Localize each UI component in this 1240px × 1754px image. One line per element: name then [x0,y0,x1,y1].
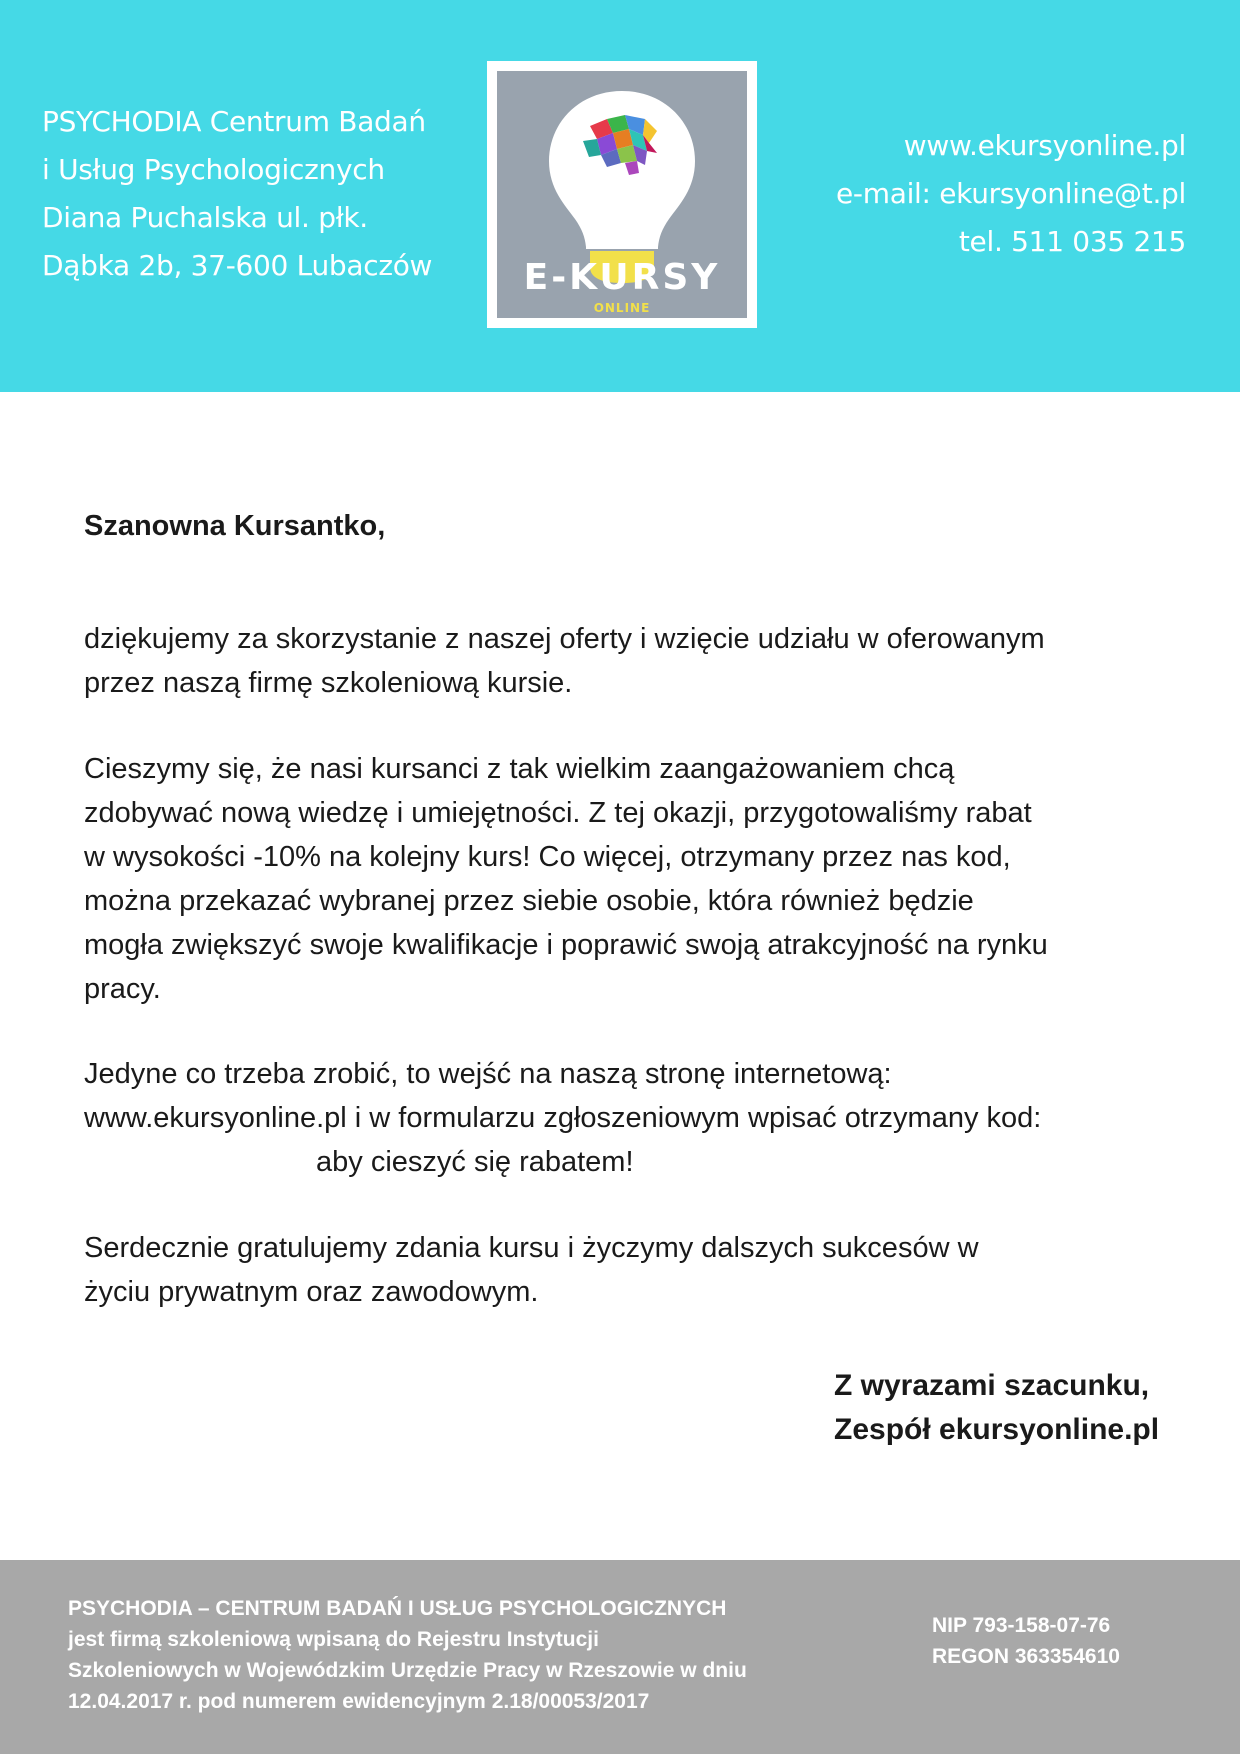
text-line: w wysokości -10% na kolejny kurs! Co więcej, otrzymany przez nas kod, [84,841,1011,873]
footer-line: PSYCHODIA – CENTRUM BADAŃ I USŁUG PSYCHOLOGICZNYCH [68,1597,727,1620]
text-line: życiu prywatnym oraz zawodowym. [84,1276,539,1308]
address-line: PSYCHODIA Centrum Badań [42,105,426,138]
tax-ids [932,1610,1120,1672]
footer-line: 12.04.2017 r. pod numerem ewidencyjnym 2.18/00053/2017 [68,1690,650,1713]
contact-info [766,122,1186,266]
text-line: przez naszą firmę szkoleniową kursie. [84,667,573,699]
regon-number: REGON 363354610 [932,1645,1120,1668]
registration-info [68,1593,747,1717]
logo-subtitle: ONLINE [593,301,651,315]
greeting: Szanowna Kursantko, [84,510,386,542]
text-line: Cieszymy się, że nasi kursanci z tak wielkim zaangażowaniem chcą [84,753,955,785]
address-line: Diana Puchalska ul. płk. [42,201,368,234]
signature-block [834,1364,1159,1452]
paragraph-thanks [84,617,1174,705]
footer-line: jest firmą szkoleniową wpisaną do Rejestru Instytucji [68,1628,599,1651]
company-address [42,98,472,290]
text-line: Serdecznie gratulujemy zdania kursu i życzymy dalszych sukcesów w [84,1232,979,1264]
footer-line: Szkoleniowych w Wojewódzkim Urzędzie Pracy w Rzeszowie w dniu [68,1659,747,1682]
redacted-code [84,1148,316,1178]
logo [487,61,757,328]
footer-banner [0,1560,1240,1754]
website-link[interactable]: www.ekursyonline.pl [903,129,1186,162]
text-fragment: aby cieszyć się rabatem! [316,1146,634,1178]
text-line-with-code [84,1140,1174,1184]
text-line: mogła zwiększyć swoje kwalifikacje i poprawić swoją atrakcyjność na rynku [84,929,1048,961]
text-line: Jedyne co trzeba zrobić, to wejść na naszą stronę internetową: [84,1058,892,1090]
logo-wordmark: E-KURSY [523,257,721,298]
text-line: dziękujemy za skorzystanie z naszej oferty i wzięcie udziału w oferowanym [84,623,1045,655]
address-line: i Usług Psychologicznych [42,153,385,186]
header-banner [0,0,1240,392]
address-line: Dąbka 2b, 37-600 Lubaczów [42,249,433,282]
text-line: można przekazać wybranej przez siebie osobie, która również będzie [84,885,974,917]
paragraph-instructions [84,1052,1174,1184]
paragraph-congratulations [84,1226,1174,1314]
signature-line: Zespół ekursyonline.pl [834,1413,1160,1446]
email-link[interactable]: e-mail: ekursyonline@t.pl [836,177,1186,210]
logo-panel [497,71,747,318]
closing-line: Z wyrazami szacunku, [834,1369,1150,1402]
text-line: pracy. [84,973,161,1005]
text-line: zdobywać nową wiedzę i umiejętności. Z tej okazji, przygotowaliśmy rabat [84,797,1032,829]
paragraph-discount [84,747,1174,1011]
nip-number: NIP 793-158-07-76 [932,1614,1111,1637]
phone-number: tel. 511 035 215 [958,225,1186,258]
text-line: www.ekursyonline.pl i w formularzu zgłoszeniowym wpisać otrzymany kod: [84,1102,1042,1134]
